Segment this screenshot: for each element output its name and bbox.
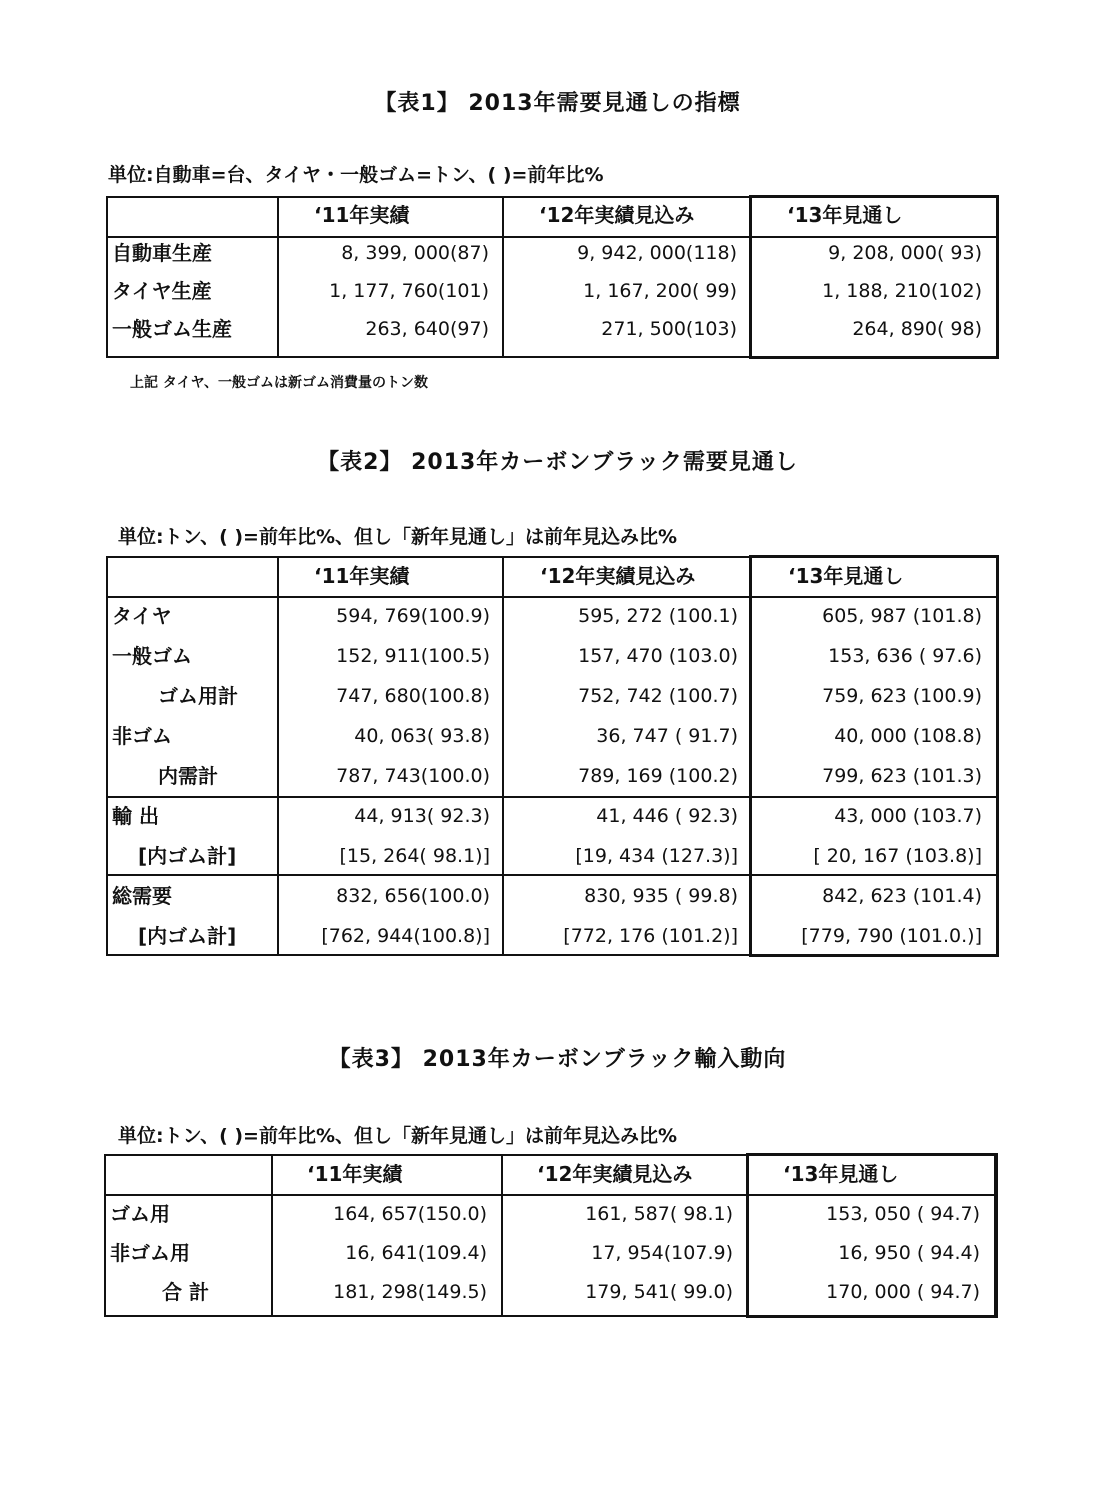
row-label: 輸 出 xyxy=(112,804,159,828)
cell-2012: 17, 954(107.9) xyxy=(591,1241,733,1264)
table2 xyxy=(106,556,996,956)
cell-2011: 787, 743(100.0) xyxy=(336,765,490,787)
table1-note: 上記 タイヤ、一般ゴムは新ゴム消費量のトン数 xyxy=(130,375,429,391)
table3-header-2011: ‘11年実績 xyxy=(307,1162,403,1186)
table3 xyxy=(104,1154,994,1311)
row-label: タイヤ xyxy=(112,604,172,628)
cell-2011: 594, 769(100.9) xyxy=(336,605,490,627)
cell-2012: 1, 167, 200( 99) xyxy=(583,280,737,302)
table-row xyxy=(106,272,996,310)
table3-header-row xyxy=(104,1154,994,1194)
table1-header-2012: ‘12年実績見込み xyxy=(539,203,695,227)
table1 xyxy=(106,196,996,348)
table3-header-2012: ‘12年実績見込み xyxy=(537,1162,693,1186)
cell-2013: 153, 050 ( 94.7) xyxy=(826,1202,980,1225)
row-label: 合 計 xyxy=(162,1279,209,1304)
cell-2013: 170, 000 ( 94.7) xyxy=(826,1280,980,1303)
cell-2013: 40, 000 (108.8) xyxy=(834,725,982,747)
row-label: 一般ゴム xyxy=(112,644,192,668)
table-row xyxy=(106,836,996,876)
cell-2012: 41, 446 ( 92.3) xyxy=(596,805,738,827)
table1-header-row xyxy=(106,196,996,234)
table3-title: 【表3】 2013年カーボンブラック輸入動向 xyxy=(328,1047,787,1072)
row-label: 自動車生産 xyxy=(112,241,212,265)
table1-header-2011: ‘11年実績 xyxy=(314,203,410,227)
row-label: [内ゴム計] xyxy=(138,924,237,948)
row-label: 内需計 xyxy=(158,764,218,788)
table2-header-2011: ‘11年実績 xyxy=(314,564,410,588)
cell-2012: 161, 587( 98.1) xyxy=(585,1202,733,1225)
table2-header-row xyxy=(106,556,996,596)
cell-2011: 747, 680(100.8) xyxy=(336,685,490,707)
table-row xyxy=(106,310,996,348)
row-label: 非ゴム xyxy=(112,724,172,748)
cell-2012: 830, 935 ( 99.8) xyxy=(584,885,738,907)
table-row xyxy=(106,676,996,716)
table3-header-corner xyxy=(104,1154,271,1194)
cell-2013: 153, 636 ( 97.6) xyxy=(828,645,982,667)
cell-2013: 759, 623 (100.9) xyxy=(822,685,982,707)
table2-title: 【表2】 2013年カーボンブラック需要見通し xyxy=(317,450,798,475)
row-label: タイヤ生産 xyxy=(112,279,212,303)
cell-2012: 595, 272 (100.1) xyxy=(578,605,738,627)
table1-title: 【表1】 2013年需要見通しの指標 xyxy=(374,91,741,116)
cell-2011: 152, 911(100.5) xyxy=(336,645,490,667)
cell-2013: 799, 623 (101.3) xyxy=(822,765,982,787)
cell-2013: 264, 890( 98) xyxy=(852,318,982,340)
cell-2012: 789, 169 (100.2) xyxy=(578,765,738,787)
cell-2013: 605, 987 (101.8) xyxy=(822,605,982,627)
cell-2011: 164, 657(150.0) xyxy=(333,1202,487,1225)
table1-header-corner xyxy=(106,196,278,234)
table2-unit: 単位:トン、( )=前年比%、但し「新年見通し」は前年見込み比% xyxy=(118,526,678,548)
cell-2011: 263, 640(97) xyxy=(365,318,489,340)
cell-2013: 43, 000 (103.7) xyxy=(834,805,982,827)
cell-2012: 157, 470 (103.0) xyxy=(578,645,738,667)
table-row xyxy=(104,1233,994,1272)
cell-2013: 16, 950 ( 94.4) xyxy=(838,1241,980,1264)
cell-2011: 40, 063( 93.8) xyxy=(354,725,490,747)
table-row xyxy=(104,1272,994,1311)
table1-header-2013: ‘13年見通し xyxy=(787,203,903,227)
cell-2012: 9, 942, 000(118) xyxy=(577,242,737,264)
row-label: [内ゴム計] xyxy=(138,844,237,868)
table2-header-2013: ‘13年見通し xyxy=(788,564,904,588)
cell-2012: 179, 541( 99.0) xyxy=(585,1280,733,1303)
cell-2013: [779, 790 (101.0.)] xyxy=(801,925,982,947)
cell-2013: 9, 208, 000( 93) xyxy=(828,242,982,264)
table2-header-2012: ‘12年実績見込み xyxy=(540,564,696,588)
cell-2011: 16, 641(109.4) xyxy=(345,1241,487,1264)
cell-2011: 1, 177, 760(101) xyxy=(329,280,489,302)
table-row xyxy=(106,716,996,756)
row-label: 非ゴム用 xyxy=(110,1240,190,1265)
cell-2011: 181, 298(149.5) xyxy=(333,1280,487,1303)
table-row xyxy=(104,1194,994,1233)
row-label: ゴム用計 xyxy=(158,684,238,708)
table3-header-2013: ‘13年見通し xyxy=(783,1162,899,1186)
table-row xyxy=(106,796,996,836)
table1-unit: 単位:自動車=台、タイヤ・一般ゴム=トン、( )=前年比% xyxy=(108,164,604,186)
cell-2011: 832, 656(100.0) xyxy=(336,885,490,907)
table-row xyxy=(106,636,996,676)
cell-2012: [772, 176 (101.2)] xyxy=(563,925,738,947)
cell-2012: [19, 434 (127.3)] xyxy=(575,845,738,867)
cell-2011: [762, 944(100.8)] xyxy=(321,925,490,947)
cell-2012: 752, 742 (100.7) xyxy=(578,685,738,707)
cell-2011: 8, 399, 000(87) xyxy=(341,242,489,264)
table-row xyxy=(106,756,996,796)
table3-unit: 単位:トン、( )=前年比%、但し「新年見通し」は前年見込み比% xyxy=(118,1125,678,1147)
table-row xyxy=(106,234,996,272)
cell-2012: 36, 747 ( 91.7) xyxy=(596,725,738,747)
cell-2012: 271, 500(103) xyxy=(601,318,737,340)
table-row xyxy=(106,596,996,636)
table-row xyxy=(106,876,996,916)
cell-2011: 44, 913( 92.3) xyxy=(354,805,490,827)
table-row xyxy=(106,916,996,956)
row-label: 一般ゴム生産 xyxy=(112,317,232,341)
row-label: ゴム用 xyxy=(110,1201,170,1226)
cell-2013: 842, 623 (101.4) xyxy=(822,885,982,907)
table2-header-corner xyxy=(106,556,278,596)
cell-2013: [ 20, 167 (103.8)] xyxy=(813,845,982,867)
row-label: 総需要 xyxy=(112,884,172,908)
cell-2011: [15, 264( 98.1)] xyxy=(339,845,490,867)
cell-2013: 1, 188, 210(102) xyxy=(822,280,982,302)
